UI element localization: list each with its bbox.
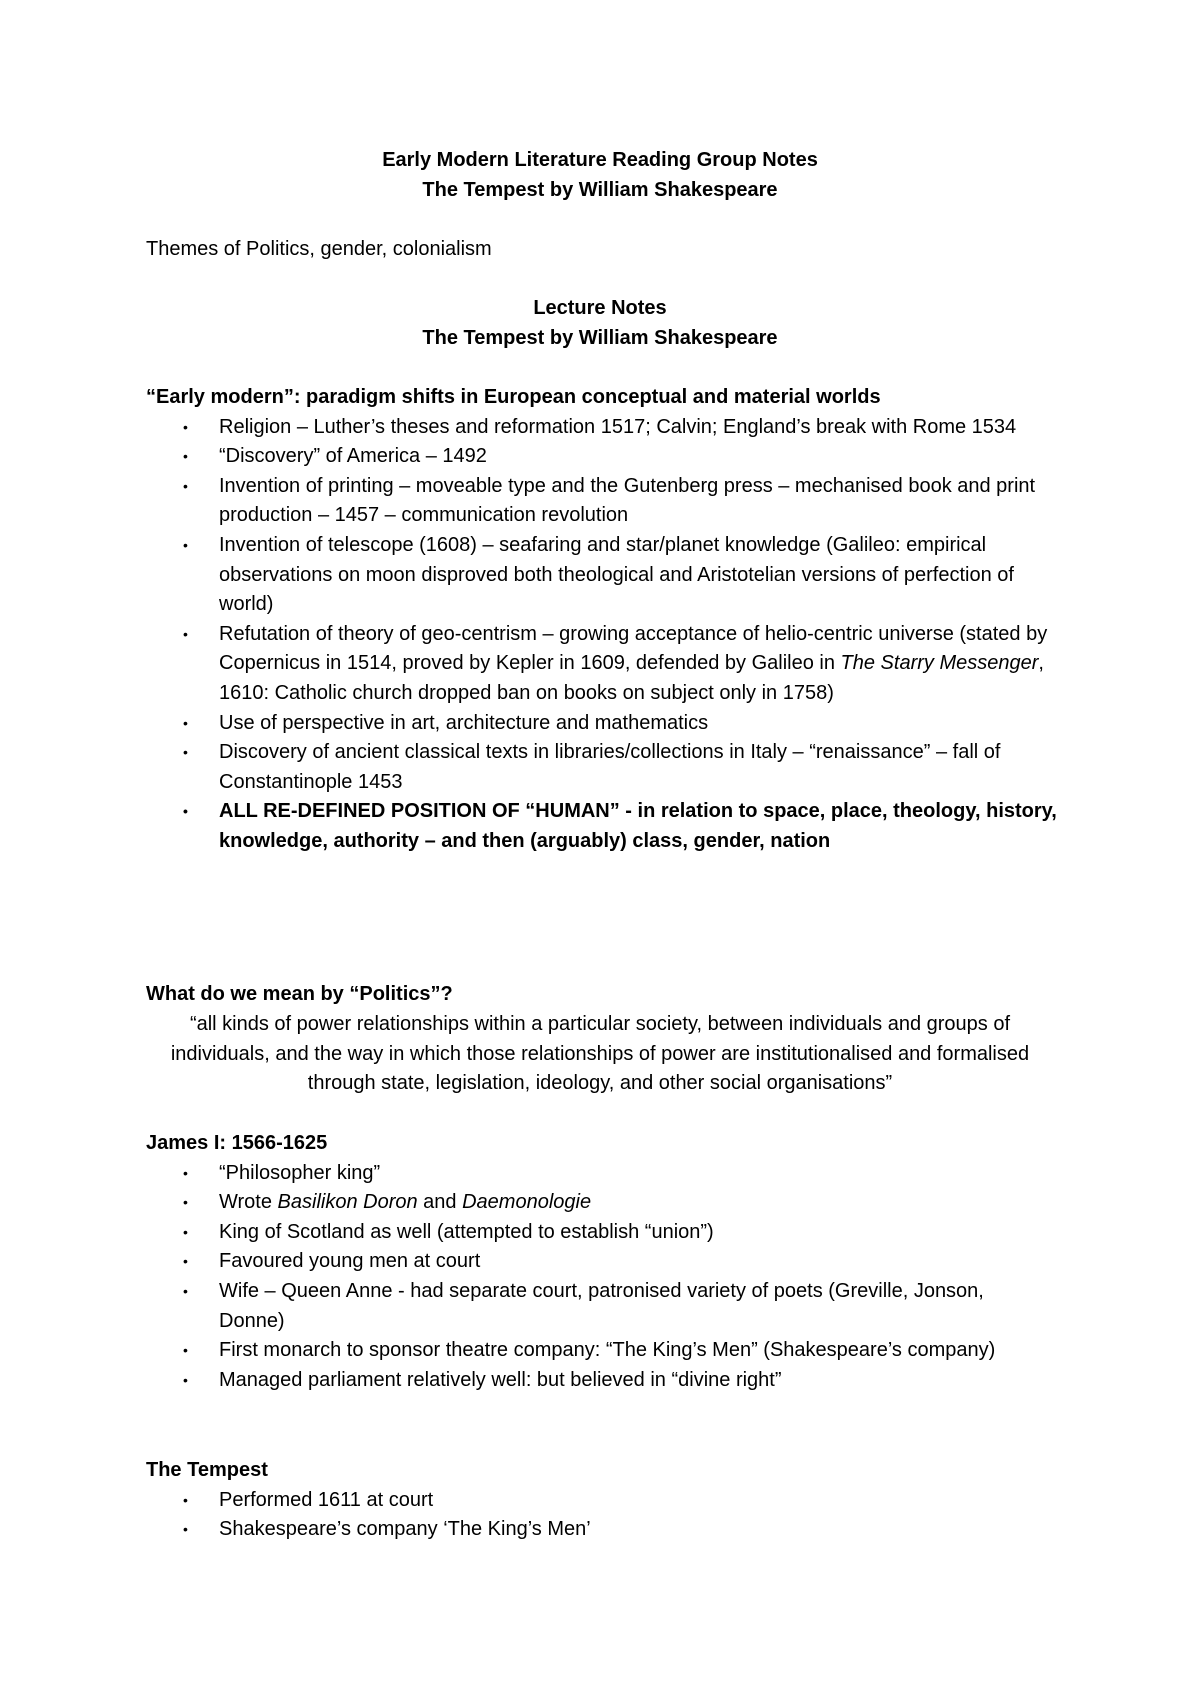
list-item: • Performed 1611 at court (146, 1486, 1066, 1516)
document-title: Early Modern Literature Reading Group Notes (382, 149, 818, 171)
list-item: • Invention of printing – moveable type and the Gutenberg press – mechanised book and print production – 1457 – communication revolution (146, 472, 1066, 531)
bullet-icon: • (183, 477, 188, 494)
list-item: • Invention of telescope (1608) – seafaring and star/planet knowledge (Galileo: empirical observations on moon disproved both theological and Aristotelian versions of perfection of world) (146, 531, 1066, 620)
list-item: • Refutation of theory of geo-centrism – growing acceptance of helio-centric universe (stated by Copernicus in 1514, proved by Kepler in 1609, defended by Galileo in The Starry Messenger, 1610: Catholic church dropped ban on books on subject only in 1758) (146, 620, 1066, 709)
lecture-subtitle: The Tempest by William Shakespeare (422, 327, 778, 349)
bullet-icon: • (183, 448, 188, 465)
list-item: • Favoured young men at court (146, 1247, 1066, 1277)
themes-line: Themes of Politics, gender, colonialism (146, 238, 492, 260)
bullet-icon: • (183, 1194, 188, 1211)
list-item: • “Discovery” of America – 1492 (146, 442, 1066, 472)
document-subtitle: The Tempest by William Shakespeare (422, 179, 778, 201)
list-item: • King of Scotland as well (attempted to establish “union”) (146, 1218, 1066, 1248)
bullet-icon: • (183, 1164, 188, 1181)
bullet-icon: • (183, 418, 188, 435)
bullet-icon: • (183, 714, 188, 731)
bullet-icon: • (183, 1342, 188, 1359)
bullet-icon: • (183, 803, 188, 820)
book-title: Daemonologie (462, 1191, 592, 1214)
list-item: • Wrote Basilikon Doron and Daemonologie (146, 1188, 1066, 1218)
bullet-icon: • (183, 1253, 188, 1270)
early-modern-list (146, 413, 1066, 857)
list-item: • ALL RE-DEFINED POSITION OF “HUMAN” - in relation to space, place, theology, history, knowledge, authority – and then (arguably) class, gender, nation (146, 797, 1066, 856)
list-item: • Wife – Queen Anne - had separate court, patronised variety of poets (Greville, Jonson, Donne) (146, 1277, 1039, 1336)
list-item: • Use of perspective in art, architecture and mathematics (146, 709, 1066, 739)
book-title: Basilikon Doron (277, 1191, 418, 1214)
james-heading: James I: 1566-1625 (146, 1132, 328, 1154)
tempest-section (146, 1456, 1066, 1545)
list-item: • Shakespeare’s company ‘The King’s Men’ (146, 1515, 1066, 1545)
early-modern-heading: “Early modern”: paradigm shifts in European conceptual and material worlds (146, 386, 881, 408)
james-section (146, 1129, 1066, 1395)
bullet-icon: • (183, 1223, 188, 1240)
list-item: • Managed parliament relatively well: but believed in “divine right” (146, 1366, 1066, 1396)
bullet-icon: • (183, 1282, 188, 1299)
bullet-icon: • (183, 625, 188, 642)
tempest-heading: The Tempest (146, 1459, 268, 1481)
bullet-icon: • (183, 1491, 188, 1508)
book-title: The Starry Messenger (840, 652, 1039, 675)
list-item: • Religion – Luther’s theses and reformation 1517; Calvin; England’s break with Rome 1534 (146, 413, 1059, 443)
james-list (146, 1159, 1066, 1396)
list-item: • First monarch to sponsor theatre company: “The King’s Men” (Shakespeare’s company) (146, 1336, 1049, 1366)
politics-heading: What do we mean by “Politics”? (146, 983, 453, 1005)
early-modern-section (146, 383, 1066, 857)
bullet-icon: • (183, 744, 188, 761)
politics-quote: “all kinds of power relationships within a particular society, between individuals and groups of individuals, and the way in which those relationships of power are institutionalised and formalised through state, legislation, ideology, and other social organisations” (170, 1013, 1030, 1095)
tempest-list (146, 1486, 1066, 1545)
bullet-icon: • (183, 1521, 188, 1538)
list-item: • “Philosopher king” (146, 1159, 1066, 1189)
bullet-icon: • (183, 1371, 188, 1388)
list-item: • Discovery of ancient classical texts in libraries/collections in Italy – “renaissance” – fall of Constantinople 1453 (146, 738, 1066, 797)
bullet-icon: • (183, 536, 188, 553)
lecture-title: Lecture Notes (533, 297, 667, 319)
